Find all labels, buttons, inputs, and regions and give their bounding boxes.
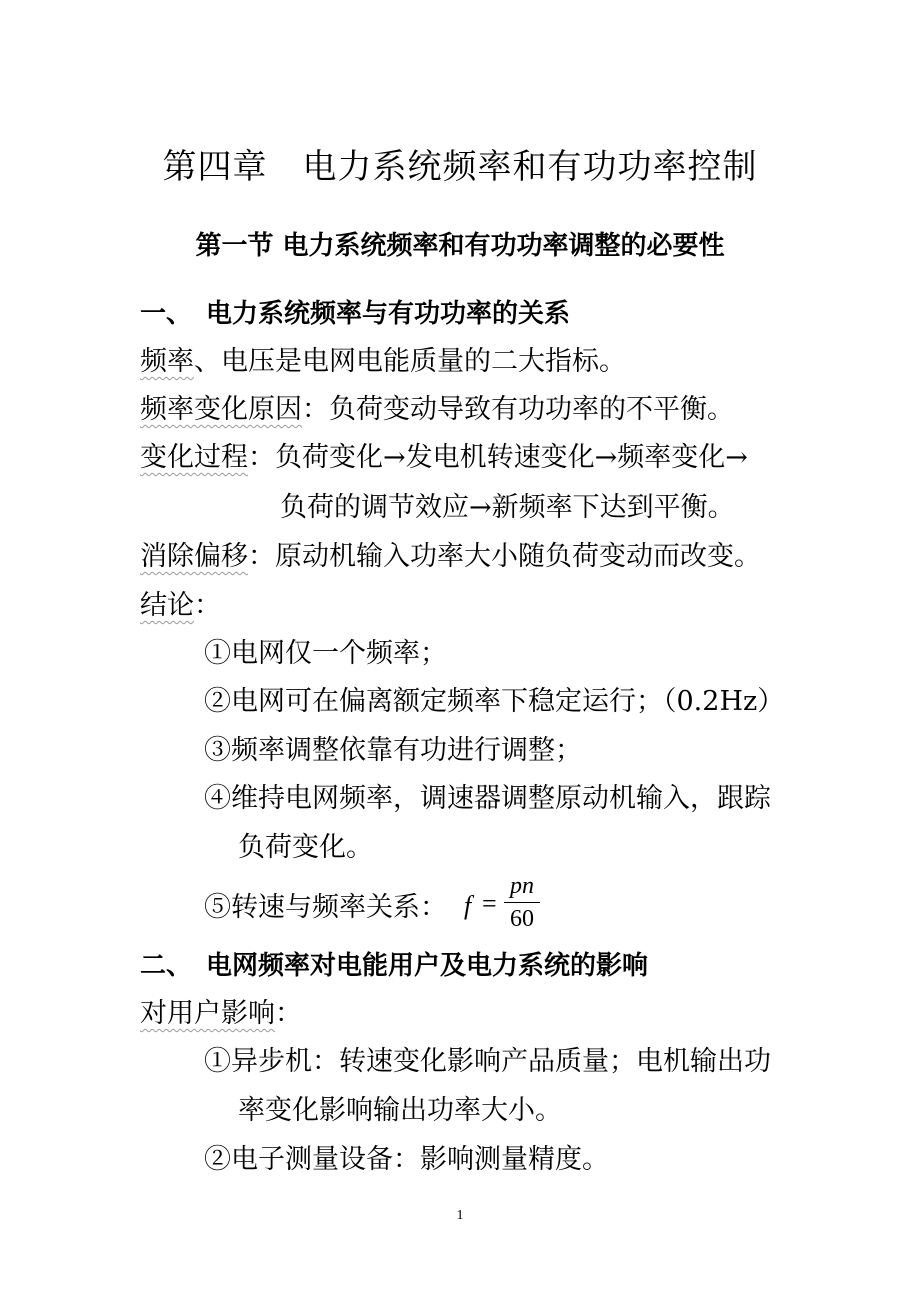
page-number: 1 xyxy=(456,1208,464,1223)
body-line-1 xyxy=(140,340,626,384)
formula-fraction xyxy=(504,872,540,933)
section-title: 第一节 电力系统频率和有功功率调整的必要性 xyxy=(195,231,725,261)
chapter-title: 第四章 电力系统频率和有功功率控制 xyxy=(162,147,758,187)
term-label: 频率变化原因 xyxy=(140,394,302,425)
formula-equals: = xyxy=(482,889,497,918)
impact-item-2: ②电子测量设备：影响测量精度。 xyxy=(204,1144,609,1175)
body-line-4 xyxy=(280,486,735,530)
conclusion-item-3: ③频率调整依靠有功进行调整； xyxy=(204,735,582,766)
body-line-3 xyxy=(140,436,748,480)
term-label: 频率 xyxy=(140,346,194,377)
term-label: 变化过程 xyxy=(140,442,248,473)
line-text: ：负荷变动导致有功功率的不平衡。 xyxy=(302,394,734,425)
term-label: 结论 xyxy=(140,590,194,621)
part2-heading-text: 电网频率对电能用户及电力系统的影响 xyxy=(206,951,649,981)
line-text: 负荷的调节效应→新频率下达到平衡。 xyxy=(280,492,735,523)
part2-heading xyxy=(140,944,648,988)
fraction-bar xyxy=(504,902,540,903)
line-text: ： xyxy=(194,590,221,621)
part1-heading-text: 电力系统频率与有功功率的关系 xyxy=(206,299,571,329)
term-label: 消除偏移 xyxy=(140,541,248,572)
conclusion-item-2: ②电网可在偏离额定频率下稳定运行；（0.2Hz） xyxy=(204,686,785,717)
conclusion-item-4: ④维持电网频率，调速器调整原动机输入，跟踪 xyxy=(204,783,771,814)
line-text: ：负荷变化→发电机转速变化→频率变化→ xyxy=(248,442,748,473)
formula-lhs: f xyxy=(464,891,472,920)
part1-number: 一、 xyxy=(140,299,193,329)
line-text: 、电压是电网电能质量的二大指标。 xyxy=(194,346,626,377)
part2-number: 二、 xyxy=(140,951,193,981)
label-suffix: ： xyxy=(275,998,302,1029)
term-label: 对用户影响 xyxy=(140,998,275,1029)
conclusion-item-4-cont: 负荷变化。 xyxy=(238,832,373,863)
formula-denominator: 60 xyxy=(510,906,534,932)
formula-numerator: pn xyxy=(510,873,534,899)
user-impact-label-line xyxy=(140,992,302,1036)
line-text: ：原动机输入功率大小随负荷变动而改变。 xyxy=(248,541,761,572)
part1-heading xyxy=(140,292,570,336)
impact-item-1: ①异步机：转速变化影响产品质量；电机输出功 xyxy=(204,1046,771,1077)
body-line-6 xyxy=(140,584,221,628)
body-line-2 xyxy=(140,388,734,432)
conclusion-item-1: ①电网仅一个频率； xyxy=(204,638,447,669)
body-line-5 xyxy=(140,535,761,579)
impact-item-1-cont: 率变化影响输出功率大小。 xyxy=(238,1095,562,1126)
conclusion-item-5: ⑤转速与频率关系： xyxy=(204,892,447,923)
